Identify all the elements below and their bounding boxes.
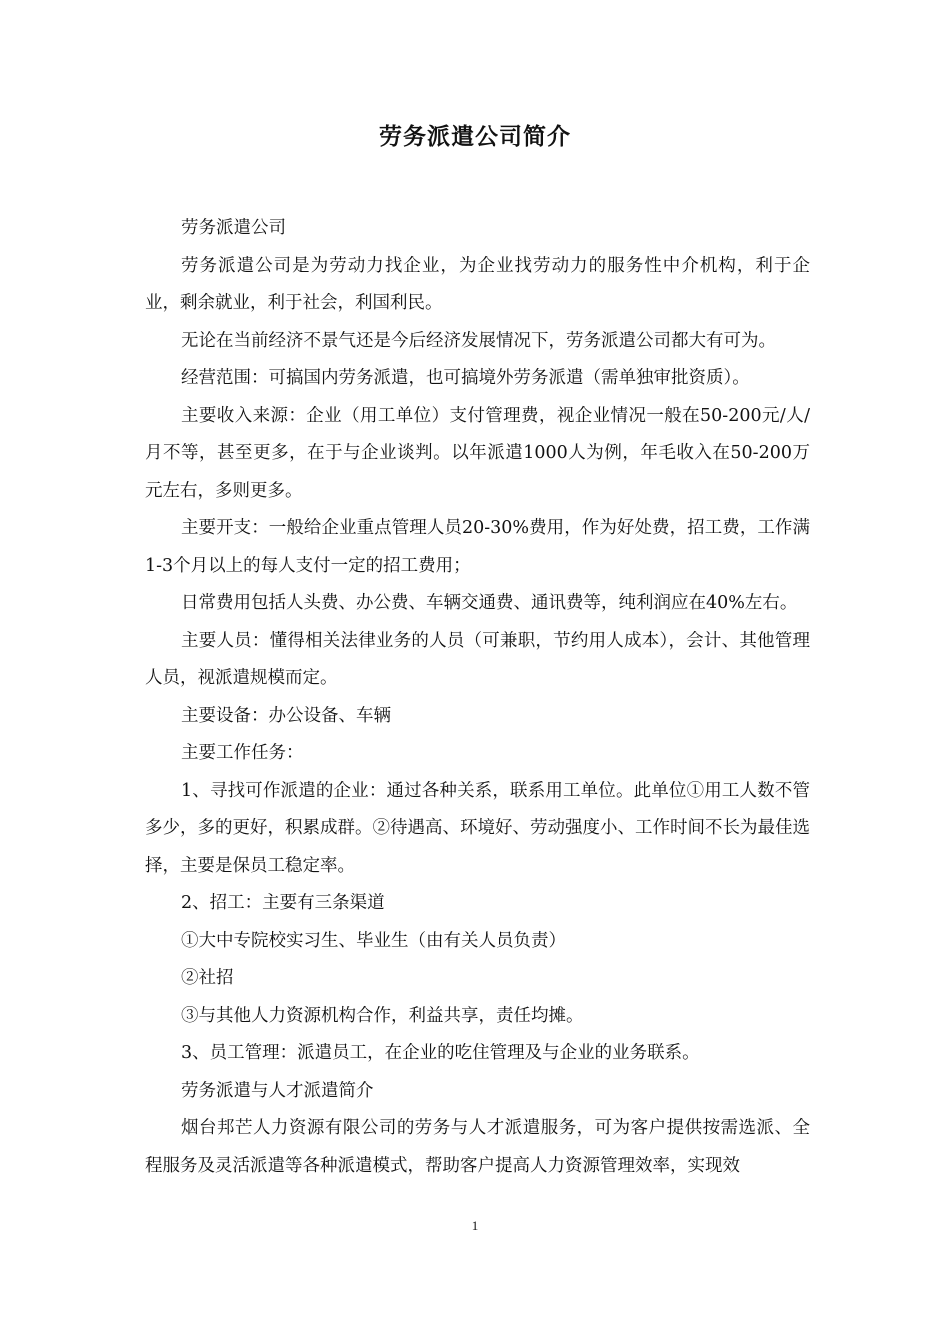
paragraph: 烟台邦芒人力资源有限公司的劳务与人才派遣服务，可为客户提供按需选派、全程服务及灵活派遣等各种派遣模式，帮助客户提高人力资源管理效率，实现效 bbox=[145, 1118, 810, 1176]
paragraph: 经营范围：可搞国内劳务派遣，也可搞境外劳务派遣（需单独审批资质）。 bbox=[181, 368, 750, 388]
paragraph: 劳务派遣公司 bbox=[181, 218, 286, 238]
paragraph: 主要开支：一般给企业重点管理人员20-30%费用，作为好处费，招工费，工作满1-3个月以上的每人支付一定的招工费用； bbox=[145, 518, 810, 576]
paragraph: 1、寻找可作派遣的企业：通过各种关系，联系用工单位。此单位①用工人数不管多少，多的更好，积累成群。②待遇高、环境好、劳动强度小、工作时间不长为最佳选择，主要是保员工稳定率。 bbox=[145, 780, 810, 876]
paragraph: ①大中专院校实习生、毕业生（由有关人员负责） bbox=[181, 930, 566, 951]
paragraph: 日常费用包括人头费、办公费、车辆交通费、通讯费等，纯利润应在40%左右。 bbox=[181, 593, 798, 613]
paragraph: 劳务派遣公司是为劳动力找企业，为企业找劳动力的服务性中介机构，利于企业，剩余就业，利于社会，利国利民。 bbox=[145, 255, 810, 313]
paragraph: ③与其他人力资源机构合作，利益共享，责任均摊。 bbox=[181, 1005, 584, 1026]
document-title: 劳务派遣公司简介 bbox=[379, 123, 571, 150]
paragraph: 劳务派遣与人才派遣简介 bbox=[181, 1080, 374, 1101]
paragraph: 主要收入来源：企业（用工单位）支付管理费，视企业情况一般在50-200元/人/月不等，甚至更多，在于与企业谈判。以年派遣1000人为例，年毛收入在50-200万元左右，多则更多。 bbox=[145, 405, 810, 501]
paragraph: ②社招 bbox=[181, 968, 234, 988]
paragraph: 2、招工：主要有三条渠道 bbox=[181, 893, 385, 913]
page-number: 1 bbox=[471, 1218, 479, 1233]
paragraph: 无论在当前经济不景气还是今后经济发展情况下，劳务派遣公司都大有可为。 bbox=[181, 330, 776, 351]
paragraph: 主要工作任务： bbox=[181, 743, 304, 763]
document-body bbox=[145, 210, 810, 1185]
paragraph: 主要人员：懂得相关法律业务的人员（可兼职，节约用人成本），会计、其他管理人员，视派遣规模而定。 bbox=[145, 630, 810, 688]
paragraph: 3、员工管理：派遣员工，在企业的吃住管理及与企业的业务联系。 bbox=[181, 1043, 700, 1063]
paragraph: 主要设备：办公设备、车辆 bbox=[181, 705, 391, 726]
